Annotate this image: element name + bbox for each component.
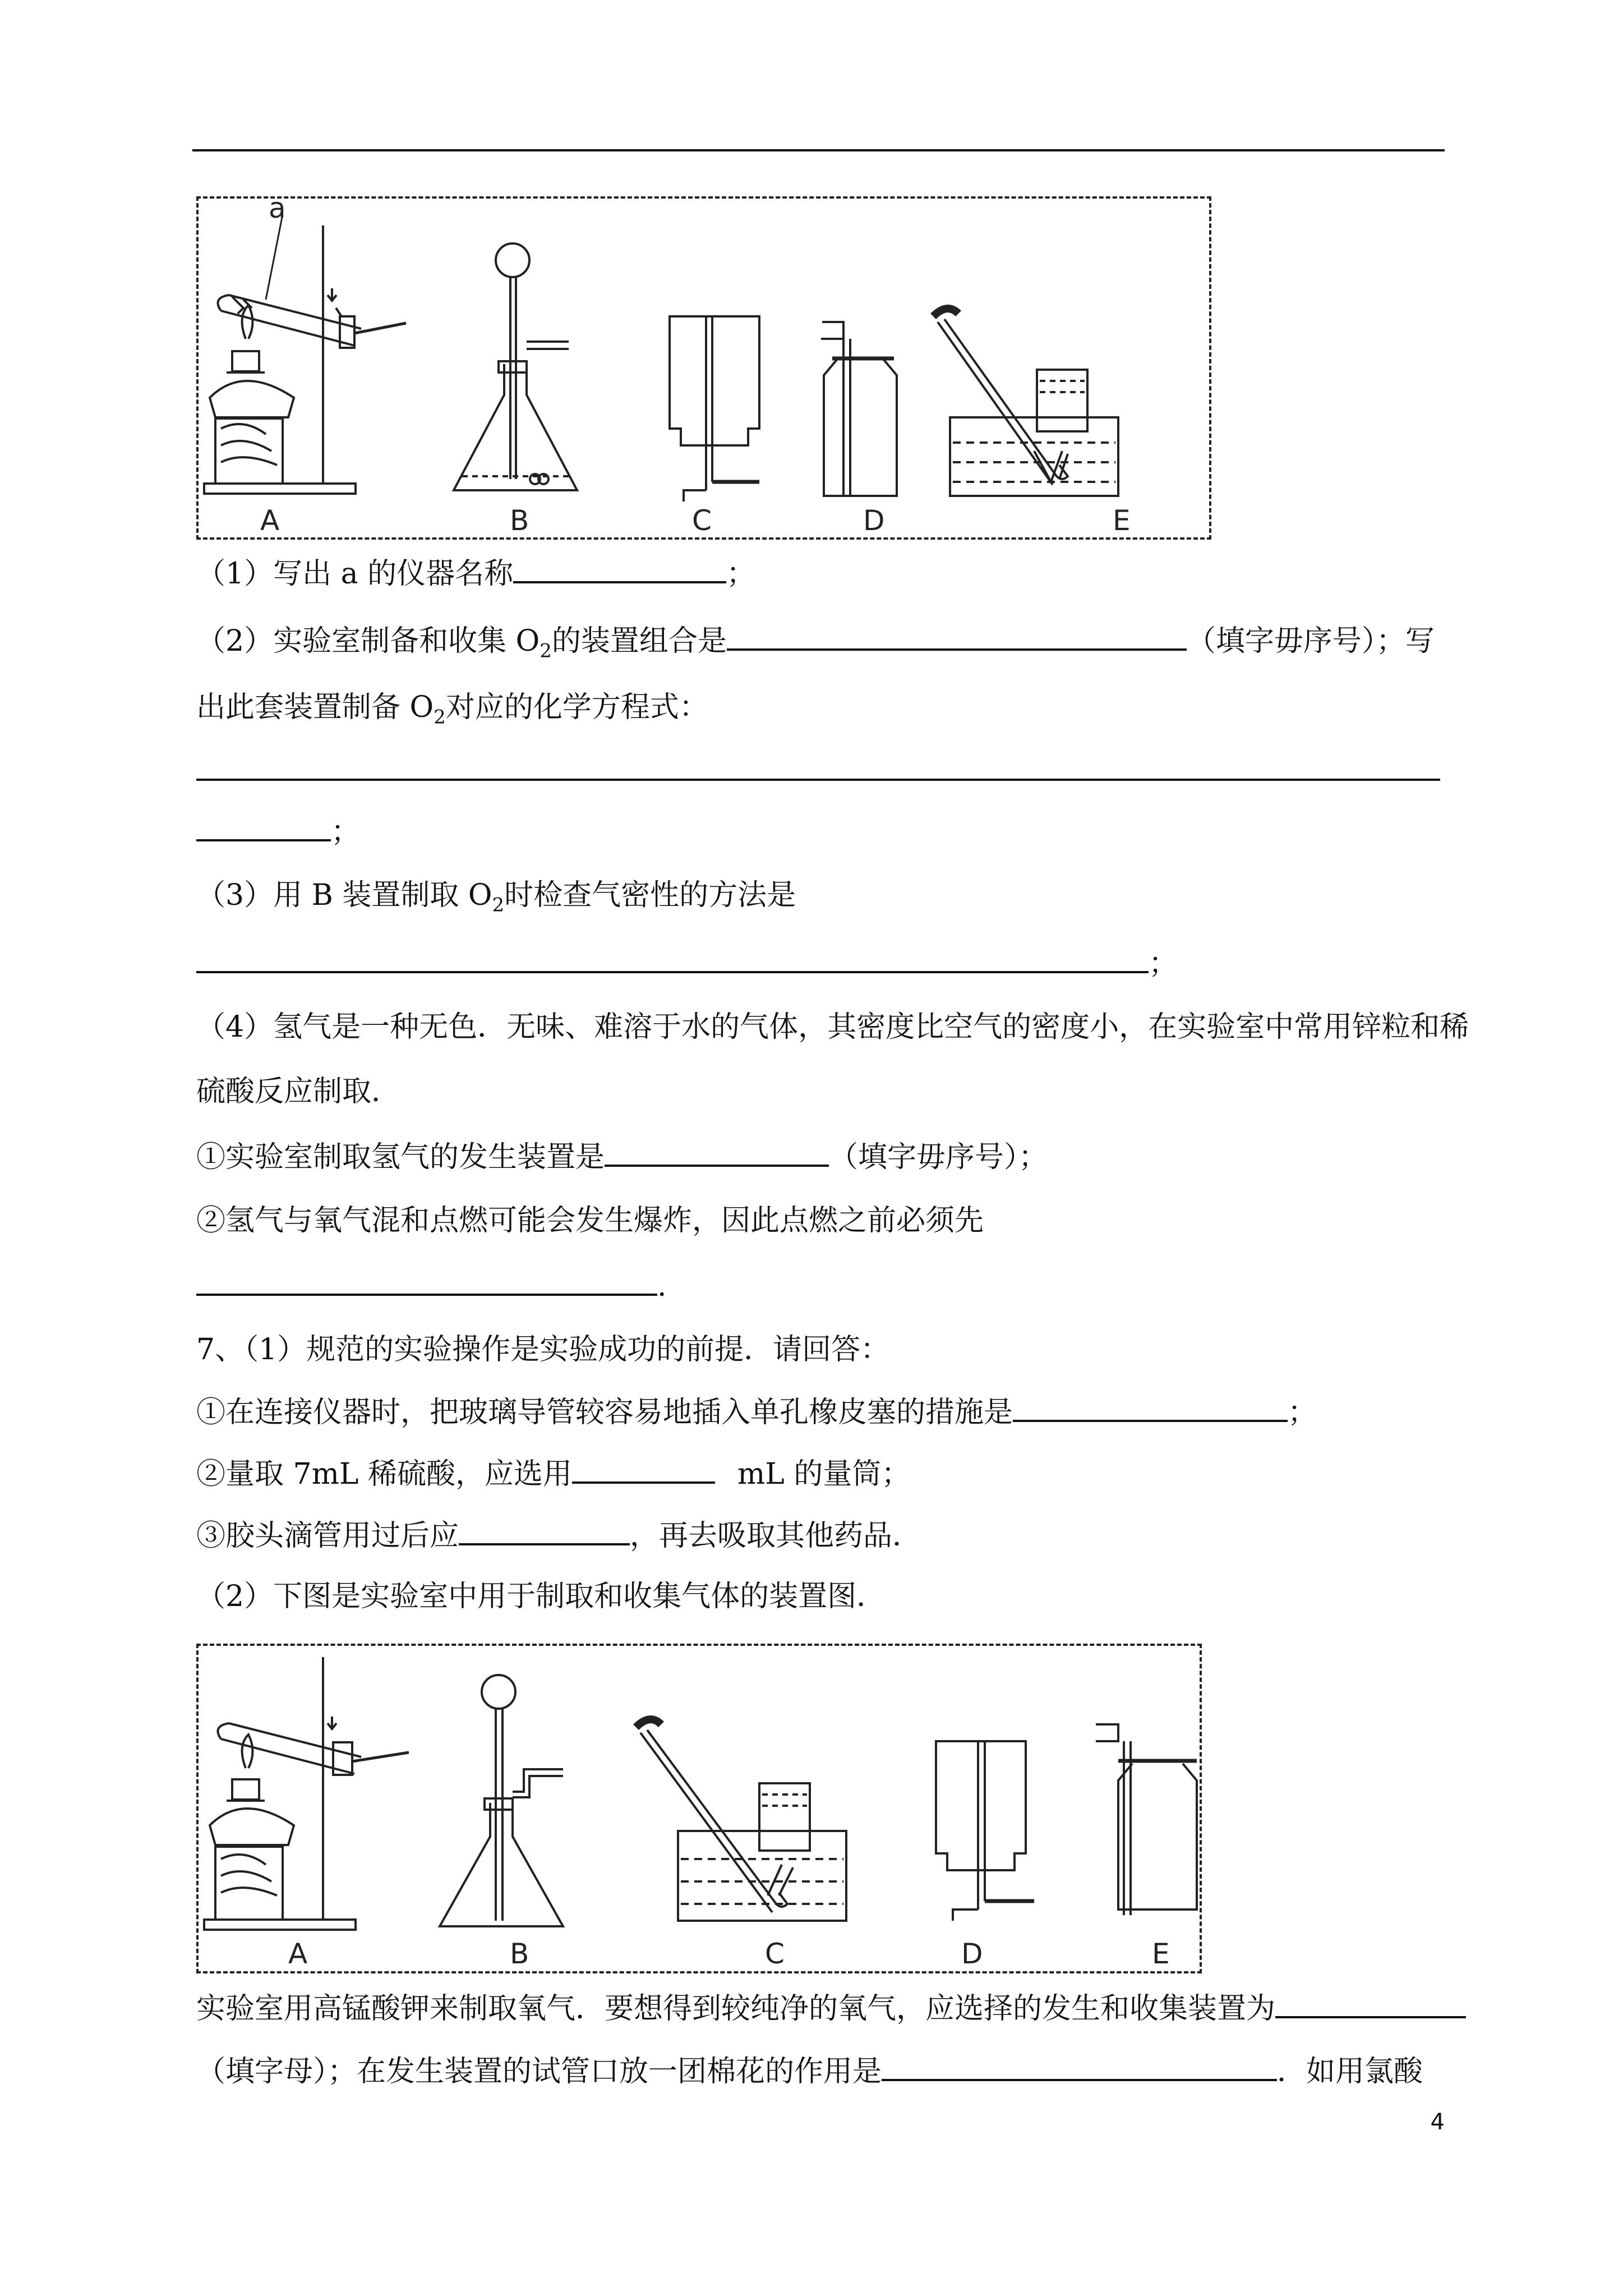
figure1-label-a: a <box>269 192 286 224</box>
q2-line: （2）实验室制备和收集 $O_2$的装置组合是 （填字毋序号）；写 <box>196 623 1435 668</box>
q7-intro: 7、（1）规范的实验操作是实验成功的前提．请回答： <box>196 1333 890 1366</box>
q2-blank[interactable] <box>727 623 1187 651</box>
q7-item-2: ②量取 7mL 稀硫酸，应选用 mL 的量筒； <box>196 1456 910 1492</box>
q2-end-line: ； <box>196 813 360 849</box>
q4-2-blank[interactable] <box>196 1268 657 1296</box>
figure2-label-D: D <box>961 1938 983 1970</box>
q1-blank[interactable] <box>513 555 726 583</box>
figure1-label-B: B <box>510 504 529 537</box>
q4-2-line: ②氢气与氧气混和点燃可能会发生爆炸，因此点燃之前必须先 <box>196 1204 984 1237</box>
q7-item-3: ③胶头滴管用过后应 ，再去吸取其他药品． <box>196 1517 921 1553</box>
q7-1-blank[interactable] <box>1013 1394 1288 1422</box>
q7-2-blank[interactable] <box>572 1456 715 1484</box>
apparatus-drawing-1 <box>199 199 1209 537</box>
figure1-label-E: E <box>1113 504 1131 537</box>
header-rule <box>192 149 1445 151</box>
q7-item-1: ①在连接仪器时，把玻璃导管较容易地插入单孔橡皮塞的措施是 ； <box>196 1394 1317 1430</box>
tail-blank-2[interactable] <box>882 2053 1277 2081</box>
figure1-label-C: C <box>692 504 712 537</box>
q4-1-blank[interactable] <box>605 1139 829 1167</box>
figure2-label-E: E <box>1152 1938 1170 1970</box>
apparatus-drawing-2 <box>199 1646 1200 1971</box>
q4-1-line: ①实验室制取氢气的发生装置是 （填字毋序号）； <box>196 1139 1048 1175</box>
figure2-label-A: A <box>288 1938 308 1970</box>
q3-line: （3）用 B 装置制取 $O_2$时检查气密性的方法是 <box>196 878 796 917</box>
q3-end-line: ； <box>196 945 1178 981</box>
page-number: 4 <box>1430 2109 1445 2135</box>
q7-part-2: （2）下图是实验室中用于制取和收集气体的装置图． <box>196 1580 886 1613</box>
tail-line-2: （填字母）；在发生装置的试管口放一团棉花的作用是 ．如用氯酸 <box>196 2053 1423 2089</box>
tail-blank-1[interactable] <box>1275 1990 1466 2018</box>
figure1-label-A: A <box>260 504 280 537</box>
q1-line: （1）写出 a 的仪器名称 ； <box>196 555 755 591</box>
apparatus-figure-1 <box>196 192 1211 540</box>
tail-line-1: 实验室用高锰酸钾来制取氧气．要想得到较纯净的氧气，应选择的发生和收集装置为 <box>196 1990 1466 2026</box>
q2-end-blank[interactable] <box>196 813 331 841</box>
figure1-label-D: D <box>863 504 885 537</box>
q4-line-2: 硫酸反应制取． <box>196 1075 401 1108</box>
q2-answer-rule[interactable] <box>196 779 1440 781</box>
q7-3-blank[interactable] <box>459 1517 630 1545</box>
q4-2-end-line: . <box>196 1268 667 1304</box>
q2b-line: 出此套装置制备 $O_2$对应的化学方程式： <box>196 691 708 729</box>
figure2-label-C: C <box>765 1938 785 1970</box>
q4-line-1: （4）氢气是一种无色．无味、难溶于水的气体，其密度比空气的密度小，在实验室中常用锌粒和稀 <box>196 1010 1469 1044</box>
figure2-label-B: B <box>510 1938 529 1970</box>
apparatus-figure-2 <box>196 1644 1202 1973</box>
q3-blank[interactable] <box>196 945 1149 973</box>
